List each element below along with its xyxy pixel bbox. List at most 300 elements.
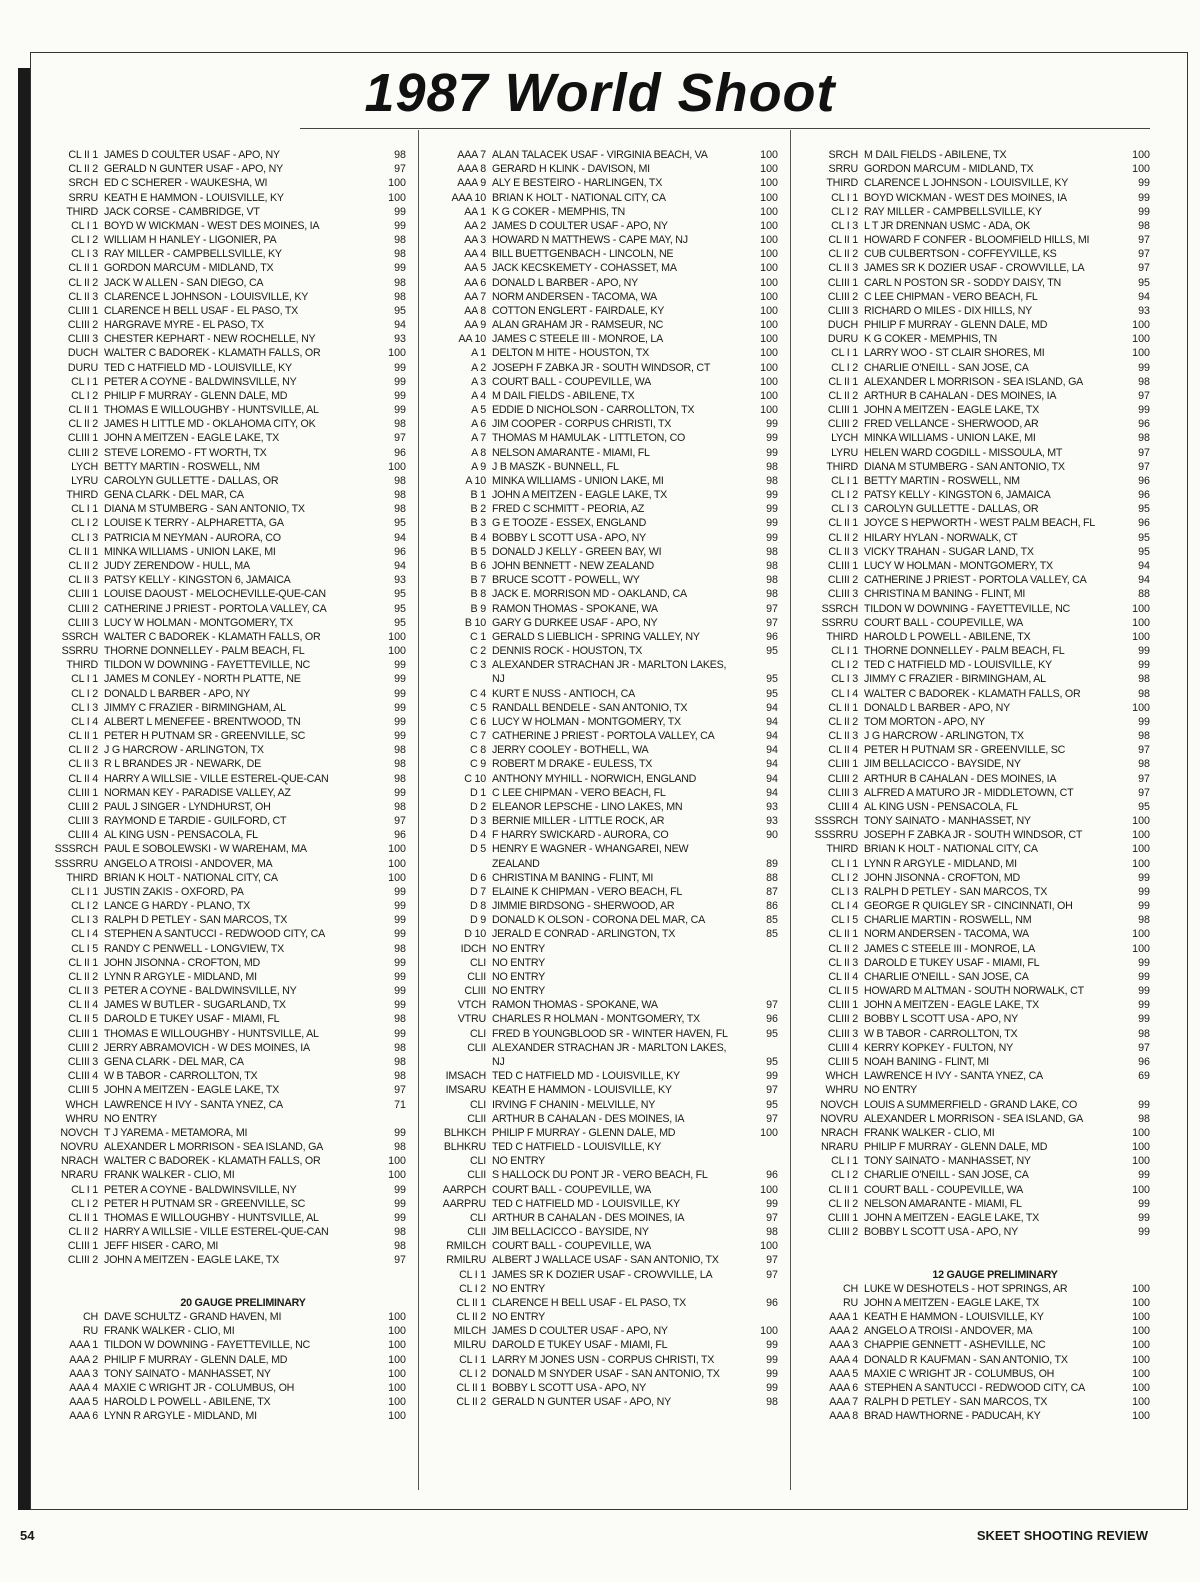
class-code: CLIII 3: [67, 333, 98, 346]
score: 95: [766, 1027, 778, 1040]
shooter-name: JERRY ABRAMOVICH - W DES MOINES, IA: [104, 1041, 310, 1054]
class-code: CL I 1: [831, 645, 858, 658]
shooter-name: WALTER C BADOREK - KLAMATH FALLS, OR: [864, 687, 1081, 700]
shooter-name: WALTER C BADOREK - KLAMATH FALLS, OR: [104, 630, 321, 643]
class-code: CL II 2: [68, 163, 98, 176]
section-heading: [800, 1268, 1150, 1282]
result-row: [40, 743, 406, 757]
class-code: C 6: [469, 715, 486, 728]
score: 85: [766, 928, 778, 941]
score: 100: [760, 347, 778, 360]
result-row: [40, 247, 406, 261]
class-code: CL I 5: [831, 914, 858, 927]
shooter-name: ALFRED A MATURO JR - MIDDLETOWN, CT: [864, 786, 1074, 799]
score: 94: [394, 559, 406, 572]
shooter-name: DAROLD E TUKEY USAF - MIAMI, FL: [492, 1339, 668, 1352]
score: 93: [766, 800, 778, 813]
column-divider: [790, 130, 791, 1490]
result-row: [800, 502, 1150, 516]
result-row: [428, 1041, 778, 1055]
shooter-name: BRUCE SCOTT - POWELL, WY: [492, 574, 640, 587]
score: 100: [388, 1169, 406, 1182]
score: 100: [1132, 333, 1150, 346]
class-code: CL II 2: [828, 942, 858, 955]
score: 99: [1138, 1226, 1150, 1239]
score: 95: [394, 588, 406, 601]
score: [744, 1310, 778, 1324]
score: 100: [760, 205, 778, 218]
score: 100: [760, 1325, 778, 1338]
shooter-name: BILL BUETTGENBACH - LINCOLN, NE: [492, 248, 674, 261]
class-code: IDCH: [460, 942, 486, 955]
class-code: IMSACH: [445, 1070, 486, 1083]
shooter-name: BOYD WICKMAN - WEST DES MOINES, IA: [864, 191, 1067, 204]
class-code: CL I 1: [831, 474, 858, 487]
result-row: [40, 1282, 406, 1296]
score: 97: [766, 616, 778, 629]
shooter-name: CATHERINE J PRIEST - PORTOLA VALLEY, CA: [104, 602, 327, 615]
result-row: [428, 403, 778, 417]
score: 100: [1132, 1311, 1150, 1324]
shooter-name: TONY SAINATO - MANHASSET, NY: [864, 1155, 1031, 1168]
score: 100: [388, 460, 406, 473]
shooter-name: JACK KECSKEMETY - COHASSET, MA: [492, 262, 677, 275]
result-row: [800, 545, 1150, 559]
score: 100: [1132, 1339, 1150, 1352]
shooter-name: DONALD K OLSON - CORONA DEL MAR, CA: [492, 914, 705, 927]
score: 99: [1138, 900, 1150, 913]
score: 94: [394, 531, 406, 544]
class-code: C 3: [469, 659, 486, 672]
result-row: [40, 814, 406, 828]
score: 93: [394, 574, 406, 587]
class-code: CLIII 1: [827, 559, 858, 572]
shooter-name: THOMAS E WILLOUGHBY - HUNTSVILLE, AL: [104, 404, 319, 417]
shooter-name: FRANK WALKER - CLIO, MI: [104, 1169, 235, 1182]
shooter-name: ALEXANDER STRACHAN JR - MARLTON LAKES,: [492, 659, 727, 672]
score: 98: [394, 234, 406, 247]
class-code: B 10: [464, 616, 486, 629]
class-code: CL I 2: [71, 687, 98, 700]
shooter-name: IRVING F CHANIN - MELVILLE, NY: [492, 1098, 656, 1111]
result-row: [428, 857, 778, 871]
shooter-name: NORM ANDERSEN - TACOMA, WA: [864, 928, 1029, 941]
result-row: [428, 233, 778, 247]
score: 99: [394, 1027, 406, 1040]
shooter-name: ALEXANDER L MORRISON - SEA ISLAND, GA: [864, 375, 1084, 388]
class-code: CLI: [469, 1155, 486, 1168]
shooter-name: JIMMY C FRAZIER - BIRMINGHAM, AL: [864, 673, 1046, 686]
shooter-name: BRIAN K HOLT - NATIONAL CITY, CA: [104, 871, 278, 884]
class-code: CLIII 1: [67, 304, 98, 317]
score: 100: [388, 630, 406, 643]
score: [744, 970, 778, 984]
page-title: 1987 World Shoot: [364, 63, 836, 123]
result-row: [428, 205, 778, 219]
shooter-name: M DAIL FIELDS - ABILENE, TX: [492, 389, 635, 402]
shooter-name: ZEALAND: [492, 857, 540, 870]
shooter-name: PETER A COYNE - BALDWINSVILLE, NY: [104, 1183, 297, 1196]
shooter-name: BRAD HAWTHORNE - PADUCAH, KY: [864, 1410, 1041, 1423]
class-code: D 7: [469, 885, 486, 898]
shooter-name: PETER H PUTNAM SR - GREENVILLE, SC: [104, 730, 306, 743]
result-row: [40, 417, 406, 431]
shooter-name: NORM ANDERSEN - TACOMA, WA: [492, 290, 657, 303]
shooter-name: CAROLYN GULLETTE - DALLAS, OR: [104, 474, 279, 487]
result-row: [40, 672, 406, 686]
result-row: [40, 1268, 406, 1282]
class-code: CL I 2: [459, 1367, 486, 1380]
class-code: CL I 1: [71, 1183, 98, 1196]
result-row: [800, 587, 1150, 601]
shooter-name: JAMES C STEELE III - MONROE, LA: [864, 942, 1036, 955]
result-row: [428, 772, 778, 786]
result-row: [428, 261, 778, 275]
shooter-name: TILDON W DOWNING - FAYETTEVILLE, NC: [864, 602, 1071, 615]
class-code: MILRU: [453, 1339, 486, 1352]
result-row: [800, 956, 1150, 970]
result-row: [800, 176, 1150, 190]
class-code: SSSRRU: [814, 829, 858, 842]
result-row: [428, 927, 778, 941]
class-code: AAA 8: [457, 163, 486, 176]
shooter-name: JOHN A MEITZEN - EAGLE LAKE, TX: [864, 1296, 1039, 1309]
class-code: NRACH: [60, 1155, 98, 1168]
class-code: CL I 1: [71, 885, 98, 898]
score: 97: [1138, 262, 1150, 275]
result-row: [800, 191, 1150, 205]
shooter-name: JOHN A MEITZEN - EAGLE LAKE, TX: [104, 432, 279, 445]
result-row: [40, 148, 406, 162]
class-code: BLHKCH: [443, 1126, 486, 1139]
result-row: [800, 460, 1150, 474]
result-row: [800, 516, 1150, 530]
class-code: CL II 4: [828, 970, 858, 983]
score: 98: [1138, 219, 1150, 232]
class-code: CL I 3: [71, 701, 98, 714]
class-code: AAA 6: [69, 1410, 98, 1423]
shooter-name: PAUL J SINGER - LYNDHURST, OH: [104, 800, 271, 813]
result-row: [800, 1126, 1150, 1140]
score: 94: [394, 319, 406, 332]
result-row: [40, 1069, 406, 1083]
class-code: NOVCH: [820, 1098, 858, 1111]
shooter-name: ALAN TALACEK USAF - VIRGINIA BEACH, VA: [492, 149, 708, 161]
score: 98: [1138, 687, 1150, 700]
score: 95: [1138, 531, 1150, 544]
score: 99: [1138, 645, 1150, 658]
result-row: [800, 743, 1150, 757]
shooter-name: K G COKER - MEMPHIS, TN: [492, 205, 626, 218]
result-row: [40, 1367, 406, 1381]
result-row: [800, 290, 1150, 304]
result-row: [428, 502, 778, 516]
score: [372, 1268, 406, 1282]
result-row: [40, 1353, 406, 1367]
result-row: [40, 516, 406, 530]
result-row: [428, 1381, 778, 1395]
result-row: [40, 1154, 406, 1168]
class-code: C 8: [469, 744, 486, 757]
result-row: [428, 276, 778, 290]
class-code: CL I 2: [831, 871, 858, 884]
score: 99: [394, 361, 406, 374]
shooter-name: K G COKER - MEMPHIS, TN: [864, 333, 998, 346]
score: 99: [394, 1211, 406, 1224]
score: 100: [760, 361, 778, 374]
score: 97: [766, 1084, 778, 1097]
result-row: [40, 318, 406, 332]
score: 99: [766, 446, 778, 459]
result-row: [800, 857, 1150, 871]
result-row: [800, 1112, 1150, 1126]
class-code: A 8: [471, 446, 486, 459]
result-row: [40, 687, 406, 701]
shooter-name: BOYD W WICKMAN - WEST DES MOINES, IA: [104, 219, 320, 232]
score: 98: [394, 744, 406, 757]
class-code: CLIII 4: [67, 829, 98, 842]
class-code: CL I 2: [459, 1282, 486, 1295]
result-row: [800, 672, 1150, 686]
score: 100: [760, 319, 778, 332]
shooter-name: PETER A COYNE - BALDWINSVILLE, NY: [104, 985, 297, 998]
result-row: [428, 417, 778, 431]
shooter-name: LYNN R ARGYLE - MIDLAND, MI: [104, 970, 257, 983]
class-code: CLIII 2: [827, 1013, 858, 1026]
score: 97: [394, 432, 406, 445]
score: 97: [766, 1211, 778, 1224]
result-row: [428, 842, 778, 856]
result-row: [428, 1367, 778, 1381]
result-row: [428, 332, 778, 346]
shooter-name: DAROLD E TUKEY USAF - MIAMI, FL: [104, 1013, 280, 1026]
result-row: [800, 1211, 1150, 1225]
shooter-name: NO ENTRY: [492, 1155, 546, 1168]
result-row: [428, 1069, 778, 1083]
shooter-name: [864, 1239, 1116, 1253]
score: 100: [1132, 1396, 1150, 1409]
result-row: [40, 800, 406, 814]
shooter-name: ALY E BESTEIRO - HARLINGEN, TX: [492, 177, 663, 190]
class-code: SSRCH: [61, 630, 98, 643]
score: 100: [1132, 163, 1150, 176]
result-row: [428, 1338, 778, 1352]
score: 69: [1138, 1070, 1150, 1083]
score: 98: [394, 248, 406, 261]
result-row: [800, 970, 1150, 984]
shooter-name: RAMON THOMAS - SPOKANE, WA: [492, 602, 658, 615]
score: 94: [1138, 574, 1150, 587]
class-code: CLIII 1: [67, 786, 98, 799]
class-code: SRCH: [68, 177, 98, 190]
shooter-name: TED C HATFIELD MD - LOUISVILLE, KY: [104, 361, 292, 374]
class-code: CL II 1: [68, 149, 98, 161]
shooter-name: DIANA M STUMBERG - SAN ANTONIO, TX: [104, 503, 305, 516]
class-code: CLIII 2: [67, 1254, 98, 1267]
class-code: CLIII 2: [827, 574, 858, 587]
result-row: [428, 1098, 778, 1112]
class-code: B 9: [470, 602, 486, 615]
class-code: CLIII 2: [67, 602, 98, 615]
class-code: AAA 9: [457, 177, 486, 190]
score: 99: [394, 205, 406, 218]
score: 99: [1138, 1169, 1150, 1182]
result-row: [40, 1225, 406, 1239]
score: 97: [766, 1254, 778, 1267]
result-row: [800, 431, 1150, 445]
result-row: [40, 389, 406, 403]
score: 97: [1138, 744, 1150, 757]
result-row: [40, 658, 406, 672]
shooter-name: DONALD L BARBER - APO, NY: [864, 701, 1010, 714]
shooter-name: PATSY KELLY - KINGSTON 6, JAMAICA: [104, 574, 291, 587]
result-row: [40, 842, 406, 856]
class-code: THIRD: [66, 659, 98, 672]
score: 98: [394, 942, 406, 955]
score: 96: [766, 1013, 778, 1026]
result-row: [428, 1268, 778, 1282]
class-code: CL I 1: [831, 191, 858, 204]
class-code: CL II 2: [828, 531, 858, 544]
shooter-name: WALTER C BADOREK - KLAMATH FALLS, OR: [104, 1155, 321, 1168]
class-code: CL II 3: [68, 574, 98, 587]
result-row: [800, 403, 1150, 417]
shooter-name: JOHN A MEITZEN - EAGLE LAKE, TX: [104, 1084, 279, 1097]
score: 100: [388, 1311, 406, 1324]
shooter-name: HOWARD N MATTHEWS - CAPE MAY, NJ: [492, 234, 688, 247]
result-row: [428, 1310, 778, 1324]
shooter-name: LOUISE K TERRY - ALPHARETTA, GA: [104, 517, 284, 530]
score: 97: [394, 163, 406, 176]
score: 98: [1138, 375, 1150, 388]
shooter-name: MAXIE C WRIGHT JR - COLUMBUS, OH: [104, 1381, 295, 1394]
score: 95: [766, 673, 778, 686]
shooter-name: JIMMY C FRAZIER - BIRMINGHAM, AL: [104, 701, 286, 714]
shooter-name: NO ENTRY: [492, 956, 546, 969]
class-code: RU: [82, 1325, 98, 1338]
shooter-name: [104, 1282, 372, 1296]
class-code: C 2: [469, 645, 486, 658]
result-row: [800, 474, 1150, 488]
shooter-name: AL KING USN - PENSACOLA, FL: [104, 829, 258, 842]
shooter-name: TED C HATFIELD MD - LOUISVILLE, KY: [492, 1070, 680, 1083]
result-row: [800, 687, 1150, 701]
shooter-name: J B MASZK - BUNNELL, FL: [492, 460, 619, 473]
score: [744, 658, 778, 672]
shooter-name: RALPH D PETLEY - SAN MARCOS, TX: [864, 1396, 1048, 1409]
shooter-name: GORDON MARCUM - MIDLAND, TX: [104, 262, 274, 275]
class-code: C 4: [469, 687, 486, 700]
score: [744, 1041, 778, 1055]
result-row: [428, 1183, 778, 1197]
shooter-name: LUCY W HOLMAN - MONTGOMERY, TX: [492, 715, 681, 728]
shooter-name: RANDY C PENWELL - LONGVIEW, TX: [104, 942, 284, 955]
score: 98: [394, 1013, 406, 1026]
score: 100: [1132, 829, 1150, 842]
result-row: [428, 219, 778, 233]
score: 95: [1138, 503, 1150, 516]
shooter-name: JAMES D COULTER USAF - APO, NY: [492, 219, 668, 232]
score: 98: [394, 1070, 406, 1083]
score: 90: [766, 829, 778, 842]
shooter-name: WALTER C BADOREK - KLAMATH FALLS, OR: [104, 347, 321, 360]
score: 98: [394, 149, 406, 161]
shooter-name: LOUIS A SUMMERFIELD - GRAND LAKE, CO: [864, 1098, 1078, 1111]
result-row: [428, 942, 778, 956]
shooter-name: NO ENTRY: [492, 942, 546, 955]
class-code: CL II 1: [456, 1381, 486, 1394]
class-code: C 10: [464, 772, 486, 785]
score: 94: [766, 786, 778, 799]
class-code: AARPCH: [442, 1183, 486, 1196]
result-row: [40, 828, 406, 842]
score: 100: [760, 1240, 778, 1253]
class-code: D 6: [469, 871, 486, 884]
shooter-name: HENRY E WAGNER - WHANGAREI, NEW: [492, 843, 689, 856]
score: 94: [766, 715, 778, 728]
class-code: CL I 4: [831, 900, 858, 913]
score: 98: [766, 545, 778, 558]
shooter-name: THOMAS E WILLOUGHBY - HUNTSVILLE, AL: [104, 1027, 319, 1040]
shooter-name: MINKA WILLIAMS - UNION LAKE, MI: [492, 474, 664, 487]
score: 85: [766, 914, 778, 927]
result-row: [800, 1253, 1150, 1267]
class-code: A 7: [471, 432, 486, 445]
class-code: AAA 7: [829, 1396, 858, 1409]
shooter-name: JIM BELLACICCO - BAYSIDE, NY: [492, 1226, 649, 1239]
shooter-name: TED C HATFIELD MD - LOUISVILLE, KY: [864, 659, 1052, 672]
result-row: [800, 318, 1150, 332]
score: 97: [1138, 234, 1150, 247]
shooter-name: BRIAN K HOLT - NATIONAL CITY, CA: [864, 843, 1038, 856]
shooter-name: NJ: [492, 1056, 505, 1068]
class-code: AAA 3: [69, 1367, 98, 1380]
shooter-name: BOBBY L SCOTT USA - APO, NY: [492, 531, 647, 544]
result-row: [800, 658, 1150, 672]
class-code: RMILCH: [446, 1240, 486, 1253]
class-code: CLII: [467, 1169, 486, 1182]
score: [744, 1282, 778, 1296]
result-row: [428, 828, 778, 842]
score: 98: [766, 559, 778, 572]
shooter-name: [104, 1268, 372, 1282]
class-code: CL II 1: [68, 545, 98, 558]
class-code: RU: [842, 1296, 858, 1309]
results-column-3: [800, 148, 1150, 1423]
class-code: AAA 4: [829, 1353, 858, 1366]
result-row: [428, 1197, 778, 1211]
class-code: CLI: [469, 1211, 486, 1224]
score: 100: [388, 1155, 406, 1168]
score: 98: [394, 1041, 406, 1054]
result-row: [40, 446, 406, 460]
shooter-name: TONY SAINATO - MANHASSET, NY: [864, 815, 1031, 828]
shooter-name: ARTHUR B CAHALAN - DES MOINES, IA: [492, 1112, 685, 1125]
shooter-name: CLARENCE L JOHNSON - LOUISVILLE, KY: [864, 177, 1069, 190]
class-code: CL II 3: [828, 262, 858, 275]
class-code: C 7: [469, 730, 486, 743]
score: 100: [1132, 928, 1150, 941]
result-row: [40, 162, 406, 176]
shooter-name: CARL N POSTON SR - SODDY DAISY, TN: [864, 276, 1061, 289]
score: [1116, 1083, 1150, 1097]
class-code: CLIII 4: [67, 1070, 98, 1083]
result-row: [40, 701, 406, 715]
result-row: [40, 729, 406, 743]
class-code: CL II 4: [68, 772, 98, 785]
result-row: [428, 474, 778, 488]
shooter-name: EDDIE D NICHOLSON - CARROLLTON, TX: [492, 404, 695, 417]
